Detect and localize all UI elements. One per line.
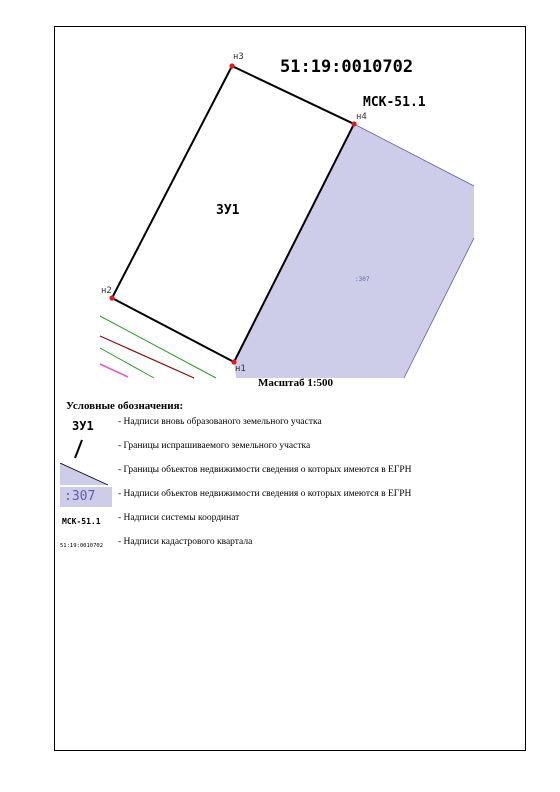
cadastral-block-label: 51:19:0010702 [280,57,414,77]
point-n3-marker [229,63,234,68]
point-n2-marker [109,295,114,300]
neighbor-parcel-label: :307 [355,276,370,283]
point-n4-marker [351,121,356,126]
neighbor-parcel [234,124,474,378]
coordinate-system-label: МСК-51.1 [363,95,426,110]
legend-symbol-neighbor-label: :307 [60,487,112,507]
legend-item-coord-labels: - Надписи системы координат [118,513,240,523]
legend-item-parcel-labels: - Надписи вновь образованого земельного участка [118,417,322,427]
legend-symbol-block-label: 51:19:0010702 [60,543,104,549]
legend-item-parcel-boundary: - Границы испрашиваемого земельного участка [118,441,311,451]
map-scale: Масштаб 1:500 [258,377,334,389]
point-n3-label: н3 [233,52,244,62]
legend-symbol-boundary [66,438,86,462]
legend-item-egrn-labels: - Надписи объектов недвижимости сведения о которых имеются в ЕГРН [118,489,412,499]
point-n4-label: н4 [356,112,367,122]
legend-item-block-labels: - Надписи кадастрового квартала [118,537,253,547]
point-n1-label: н1 [235,364,246,374]
legend-symbol-coord-label: МСК-51.1 [62,517,101,526]
green-line [100,316,216,378]
parcel-label: ЗУ1 [216,203,240,218]
legend-symbol-egrn-boundary [60,463,112,487]
green-line-2 [100,348,154,378]
point-n2-label: н2 [101,286,112,296]
dark-red-line [100,336,194,378]
legend-symbol-parcel-label: ЗУ1 [72,419,94,433]
legend-item-egrn-boundaries: - Границы объектов недвижимости сведения о которых имеются в ЕГРН [118,465,412,475]
pink-line [100,364,128,377]
legend-title: Условные обозначения: [66,400,184,412]
